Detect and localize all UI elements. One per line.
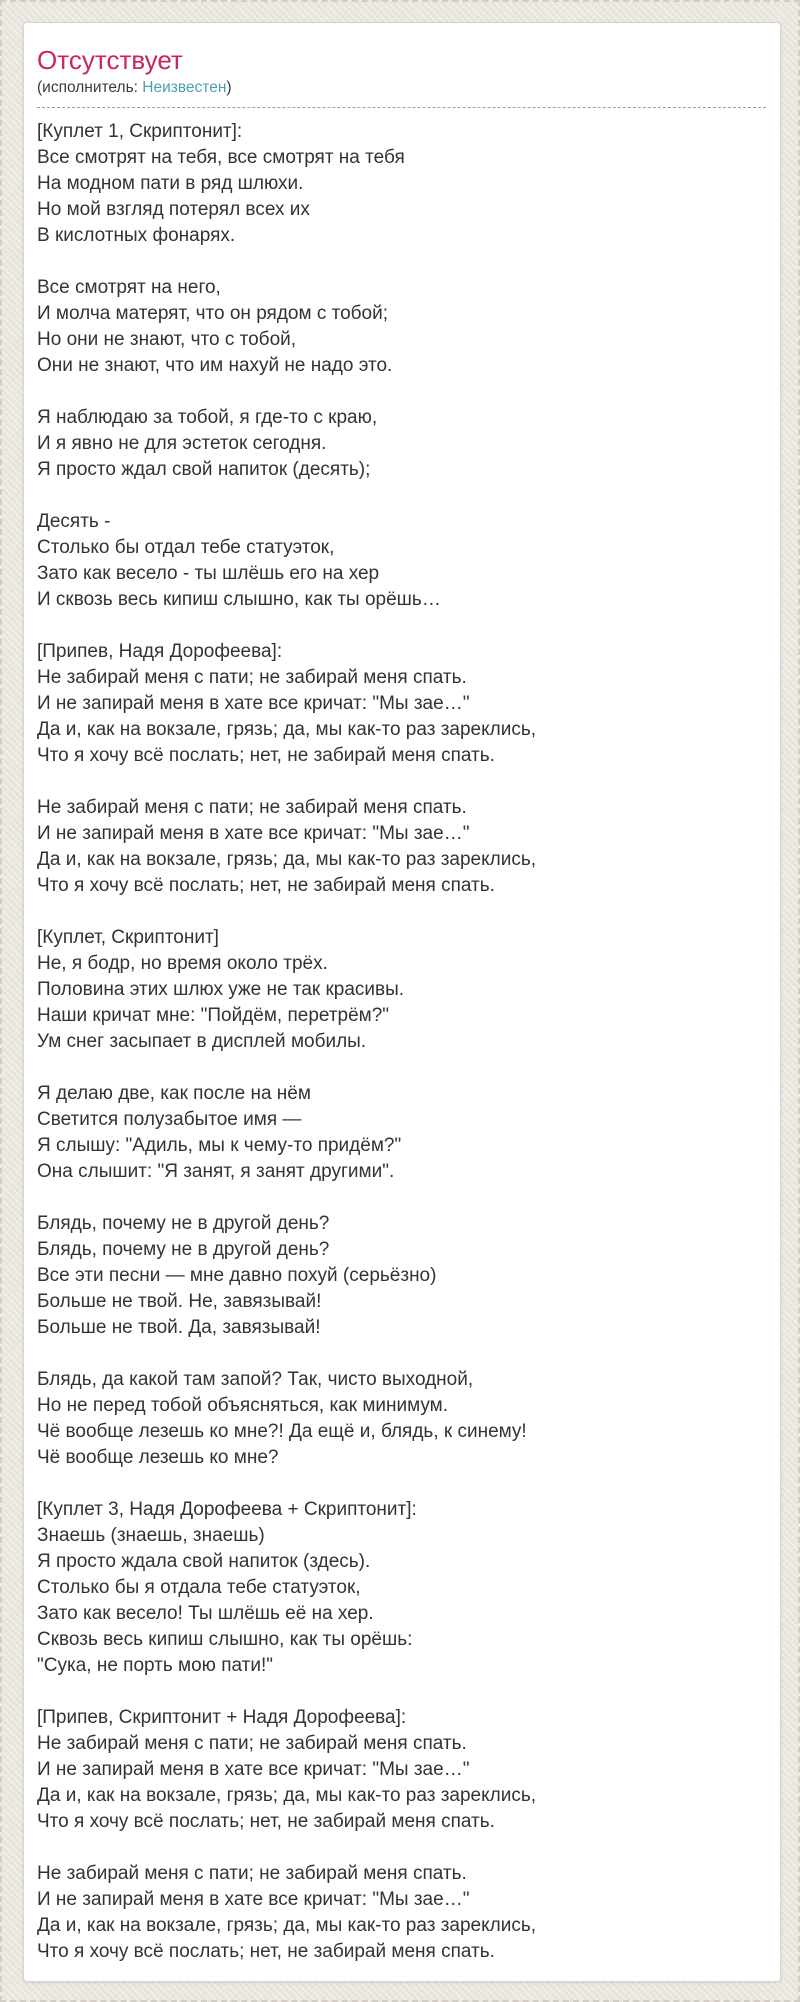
stanza: [Куплет 3, Надя Дорофеева + Скриптонит]: Знаешь (знаешь, знаешь) Я просто ждала свой напиток (здесь). Столько бы я отдала тебе статуэток, Зато как весело! Ты шлёшь её на хер. Сквозь весь кипиш слышно, как ты орёшь: "Сука, не порть мою пати!" [37, 1499, 417, 1676]
stanza: [Припев, Скриптонит + Надя Дорофеева]: Не забирай меня с пати; не забирай меня спать. И не запирай меня в хате все кричат: "Мы зае…" Да и, как на вокзале, грязь; да, мы как-то раз зареклись, Что я хочу всё послать; нет, не забирай меня спать. [37, 1707, 537, 1832]
stanza: Не забирай меня с пати; не забирай меня спать. И не запирай меня в хате все кричат: "Мы зае…" Да и, как на вокзале, грязь; да, мы как-то раз зареклись, Что я хочу всё послать; нет, не забирай меня спать. [37, 1863, 537, 1962]
stanza: [Куплет, Скриптонит] Не, я бодр, но время около трёх. Половина этих шлюх уже не так красивы. Наши кричат мне: "Пойдём, перетрём?" Ум снег засыпает в дисплей мобилы. [37, 927, 405, 1052]
lyrics-card [23, 22, 781, 1982]
song-header [37, 45, 766, 108]
stanza: Блядь, почему не в другой день? Блядь, почему не в другой день? Все эти песни — мне давно похуй (серьёзно) Больше не твой. Не, завязывай! Больше не твой. Да, завязывай! [37, 1213, 437, 1338]
artist-prefix: (исполнитель: [37, 79, 143, 96]
stanza: Не забирай меня с пати; не забирай меня спать. И не запирай меня в хате все кричат: "Мы зае…" Да и, как на вокзале, грязь; да, мы как-то раз зареклись, Что я хочу всё послать; нет, не забирай меня спать. [37, 797, 537, 896]
stanza: Все смотрят на него, И молча матерят, что он рядом с тобой; Но они не знают, что с тобой, Они не знают, что им нахуй не надо это. [37, 277, 393, 376]
song-title: Отсутствует [37, 45, 183, 75]
stanza: Я наблюдаю за тобой, я где-то с краю, И я явно не для эстеток сегодня. Я просто ждал свой напиток (десять); [37, 407, 378, 480]
stanza: Блядь, да какой там запой? Так, чисто выходной, Но не перед тобой объясняться, как минимум. Чё вообще лезешь ко мне?! Да ещё и, блядь, к синему! Чё вообще лезешь ко мне? [37, 1369, 527, 1468]
stanza: [Куплет 1, Скриптонит]: Все смотрят на тебя, все смотрят на тебя На модном пати в ряд шлюхи. Но мой взгляд потерял всех их В кислотных фонарях. [37, 121, 405, 246]
stanza: [Припев, Надя Дорофеева]: Не забирай меня с пати; не забирай меня спать. И не запирай меня в хате все кричат: "Мы зае…" Да и, как на вокзале, грязь; да, мы как-то раз зареклись, Что я хочу всё послать; нет, не забирай меня спать. [37, 641, 537, 766]
stanza: Десять - Столько бы отдал тебе статуэток, Зато как весело - ты шлёшь его на хер И сквозь весь кипиш слышно, как ты орёшь… [37, 511, 441, 610]
artist-suffix: ) [226, 79, 232, 96]
artist-line [37, 78, 766, 98]
lyrics-text [37, 119, 766, 1965]
stanza: Я делаю две, как после на нём Светится полузабытое имя — Я слышу: "Адиль, мы к чему-то придём?" Она слышит: "Я занят, я занят другими". [37, 1083, 402, 1182]
artist-link[interactable]: Неизвестен [142, 79, 227, 96]
